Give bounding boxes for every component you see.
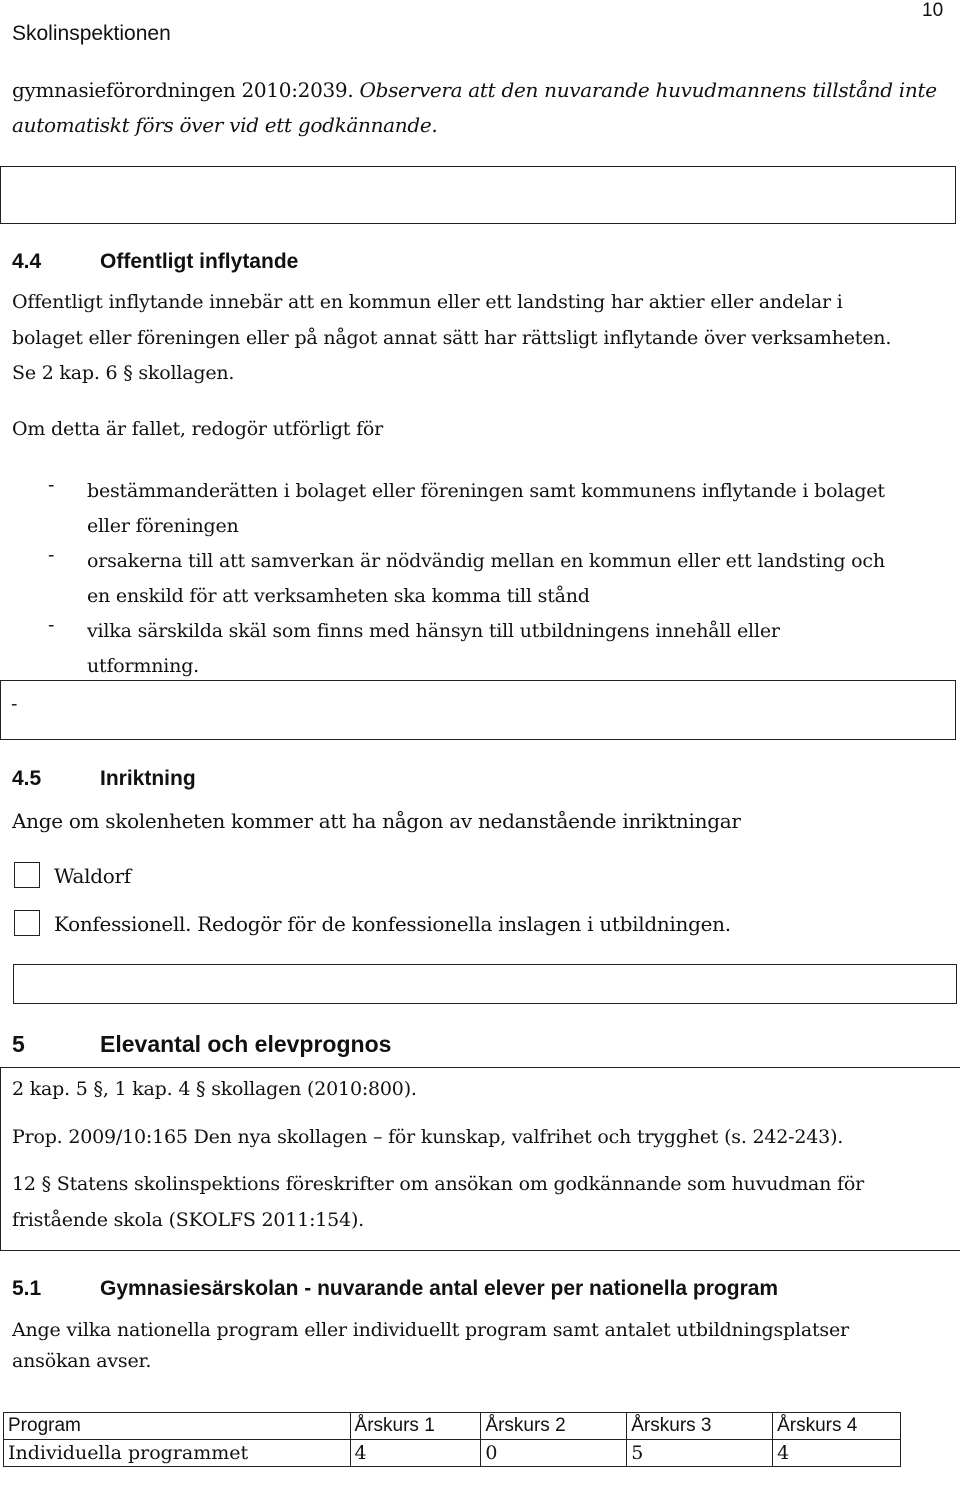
- reference-line: fristående skola (SKOLFS 2011:154).: [12, 1209, 364, 1231]
- s44-para-3: Se 2 kap. 6 § skollagen.: [12, 362, 235, 384]
- answer-box-4-4[interactable]: [0, 680, 956, 740]
- references-box: [0, 1067, 960, 1251]
- table-header-cell: Årskurs 1: [350, 1413, 481, 1440]
- table-header-cell: Årskurs 3: [627, 1413, 773, 1440]
- list-line: utformning.: [87, 655, 199, 677]
- list-text: [87, 544, 947, 614]
- intro-italic-1: Observera att den nuvarande huvudmannens tillstånd inte: [359, 78, 937, 102]
- reference-line: 2 kap. 5 §, 1 kap. 4 § skollagen (2010:800).: [12, 1078, 417, 1100]
- s44-para-2: bolaget eller föreningen eller på något annat sätt har rättsligt inflytande över verksamheten.: [12, 327, 892, 349]
- s45-lead: Ange om skolenheten kommer att ha någon av nedanstående inriktningar: [12, 809, 741, 833]
- section-4-4-number: 4.4: [12, 250, 42, 273]
- table-cell[interactable]: 5: [627, 1440, 773, 1467]
- section-5-1-number: 5.1: [12, 1277, 42, 1300]
- s51-lead-1: Ange vilka nationella program eller individuellt program samt antalet utbildningsplatser: [12, 1319, 849, 1341]
- section-5-title: Elevantal och elevprognos: [100, 1031, 392, 1057]
- s44-para-1: Offentligt inflytande innebär att en kommun eller ett landsting har aktier eller andelar i: [12, 291, 843, 313]
- reference-line: 12 § Statens skolinspektions föreskrifter om ansökan om godkännande som huvudman för: [12, 1173, 865, 1195]
- answer-box-4-5[interactable]: [13, 964, 957, 1004]
- reference-line: Prop. 2009/10:165 Den nya skollagen – för kunskap, valfrihet och trygghet (s. 242-243).: [12, 1126, 844, 1148]
- table-cell[interactable]: 4: [773, 1440, 901, 1467]
- list-dash: -: [48, 544, 55, 566]
- list-dash: -: [48, 614, 55, 636]
- table-header-cell: Årskurs 4: [773, 1413, 901, 1440]
- konfessionell-checkbox[interactable]: [14, 910, 40, 936]
- table-cell[interactable]: 4: [350, 1440, 481, 1467]
- list-line: eller föreningen: [87, 515, 239, 537]
- intro-plain: gymnasieförordningen 2010:2039.: [12, 78, 354, 102]
- program-table: [3, 1412, 901, 1467]
- list-line: orsakerna till att samverkan är nödvändig mellan en kommun eller ett landsting och: [87, 550, 885, 572]
- intro-italic-2: automatiskt förs över vid ett godkännande.: [12, 113, 438, 137]
- waldorf-checkbox[interactable]: [14, 862, 40, 888]
- table-header-cell: Program: [4, 1413, 351, 1440]
- header-org: Skolinspektionen: [12, 22, 171, 45]
- list-line: en enskild för att verksamheten ska komma till stånd: [87, 585, 590, 607]
- section-4-4-title: Offentligt inflytande: [100, 250, 299, 273]
- list-line: bestämmanderätten i bolaget eller föreningen samt kommunens inflytande i bolaget: [87, 480, 885, 502]
- section-4-5-title: Inriktning: [100, 767, 196, 790]
- s44-lead: Om detta är fallet, redogör utförligt för: [12, 418, 384, 440]
- table-cell[interactable]: 0: [481, 1440, 627, 1467]
- section-5-number: 5: [12, 1031, 25, 1057]
- list-text: [87, 474, 947, 544]
- list-dash: -: [48, 474, 55, 496]
- table-row: [4, 1440, 901, 1467]
- s51-lead-2: ansökan avser.: [12, 1350, 152, 1372]
- list-line: vilka särskilda skäl som finns med hänsyn till utbildningens innehåll eller: [87, 620, 780, 642]
- answer-box-intro[interactable]: [0, 166, 956, 224]
- answer-box-4-4-text: -: [11, 693, 18, 715]
- list-text: [87, 614, 947, 684]
- konfessionell-label: Konfessionell. Redogör för de konfessionella inslagen i utbildningen.: [54, 912, 731, 936]
- table-cell[interactable]: Individuella programmet: [4, 1440, 351, 1467]
- section-4-5-number: 4.5: [12, 767, 42, 790]
- table-header-cell: Årskurs 2: [481, 1413, 627, 1440]
- waldorf-label: Waldorf: [54, 864, 131, 888]
- section-5-1-title: Gymnasiesärskolan - nuvarande antal elever per nationella program: [100, 1277, 779, 1300]
- table-header-row: [4, 1413, 901, 1440]
- page-number: 10: [922, 0, 944, 21]
- intro-line-1: [12, 78, 937, 102]
